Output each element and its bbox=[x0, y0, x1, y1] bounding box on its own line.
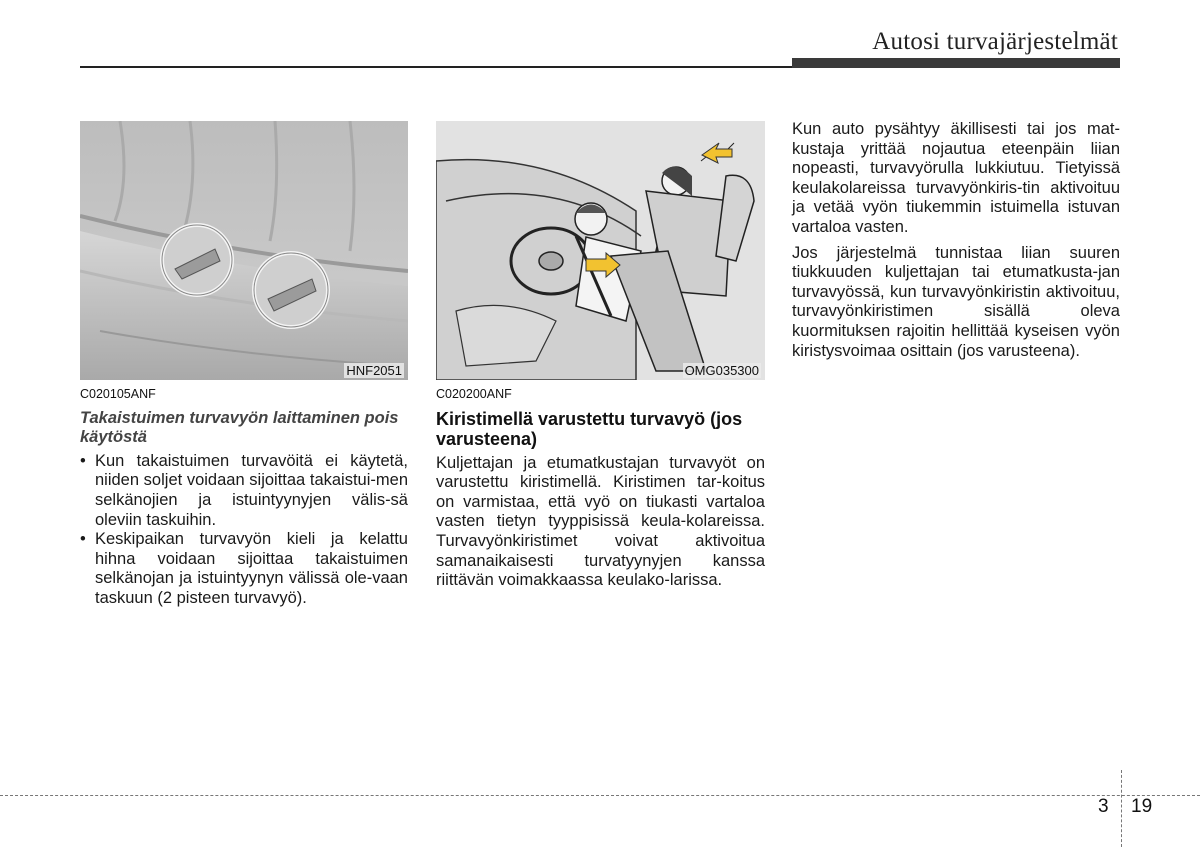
figure-code: OMG035300 bbox=[684, 363, 759, 378]
body-paragraph: Jos järjestelmä tunnistaa liian suuren tiukkuuden kuljettajan tai etumatkusta-jan turvavyössä, kun turvavyönkiristin aktivoituu, turvavyönkiristimen sisällä oleva kuormituksen rajoitin hellittää kyseisen vyön kiristysvoimaa osittain (jos varusteena). bbox=[792, 243, 1120, 360]
section-subheading: Takaistuimen turvavyön laittaminen pois käytöstä bbox=[80, 408, 399, 447]
chapter-number: 3 bbox=[1098, 796, 1109, 817]
list-item-text: Keskipaikan turvavyön kieli ja kelattu hihna voidaan sijoittaa takaistuimen selkänojan ja istuintyynyn välissä ole-vaan taskuun (2 pisteen turvavyö). bbox=[95, 530, 408, 607]
left-column bbox=[80, 385, 408, 609]
list-item-text: Kun takaistuimen turvavöitä ei käytetä, niiden soljet voidaan sijoittaa takaistui-men selkänojien ja istuintyynyjen välis-sä oleviin taskuihin. bbox=[95, 451, 408, 529]
footer-dashed-divider bbox=[1121, 770, 1122, 847]
footer-dashed-rule bbox=[0, 795, 1200, 796]
right-column bbox=[792, 120, 1120, 361]
reference-code: C020105ANF bbox=[80, 387, 156, 401]
reference-code: C020200ANF bbox=[436, 387, 512, 401]
rear-seat-illustration bbox=[80, 121, 408, 380]
figure-code: HNF2051 bbox=[346, 363, 402, 378]
pretensioner-illustration bbox=[436, 121, 765, 380]
bullet-icon: • bbox=[80, 530, 86, 549]
body-paragraph: Kun auto pysähtyy äkillisesti tai jos mat-kustaja yrittää nojautua eteenpäin liian nopeasti, turvavyörulla lukkiutuu. Tietyissä keulakolareissa turvavyönkiris-tin aktivoituu ja vetää vyön tiukemmin istuimella istuvan vartaloa vasten. bbox=[792, 120, 1120, 236]
body-paragraph: Kuljettajan ja etumatkustajan turvavyöt on varustettu kiristimellä. Kiristimen tar-koitus on varmistaa, että vyö on tiukasti vartaloa vasten tietyn tyyppisissä keula-kolareissa. Turvavyönkiristimet voivat aktivoitua samanaikaisesti turvatyynyjen kanssa riittävän voimakkaassa keulako-larissa. bbox=[436, 453, 765, 590]
list-item bbox=[80, 452, 408, 530]
list-item bbox=[80, 530, 408, 608]
bullet-icon: • bbox=[80, 451, 86, 470]
page-number: 19 bbox=[1131, 796, 1153, 817]
bullet-list bbox=[80, 452, 408, 609]
header-title: Autosi turvajärjestelmät bbox=[872, 28, 1118, 55]
header-rule-thick bbox=[792, 58, 1120, 68]
rear-seat-figure bbox=[80, 121, 408, 380]
middle-column bbox=[436, 385, 765, 591]
pretensioner-figure bbox=[436, 121, 765, 380]
header-rule-thin bbox=[80, 66, 792, 68]
section-heading: Kiristimellä varustettu turvavyö (jos varusteena) bbox=[436, 408, 743, 450]
